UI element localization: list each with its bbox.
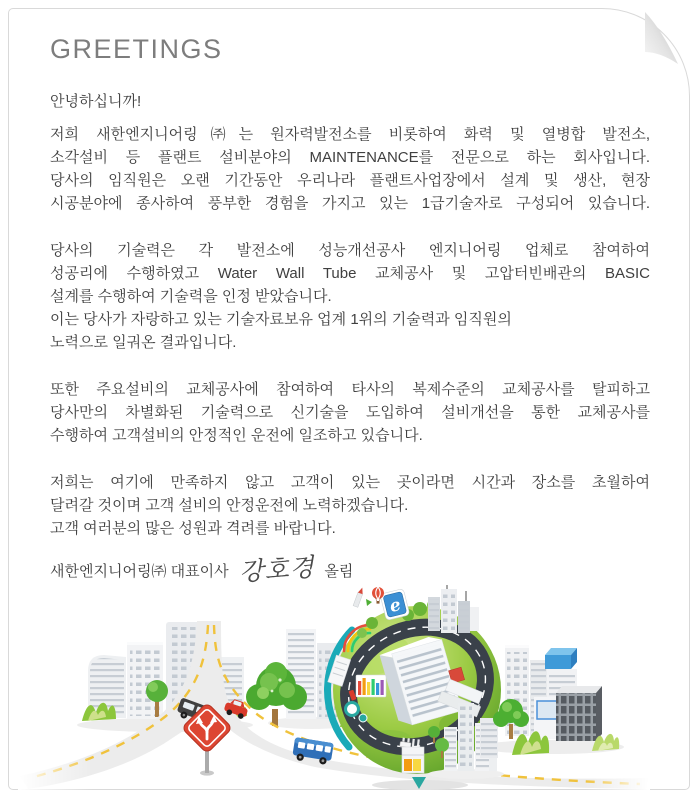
text-line: 저희 새한엔지니어링㈜는 원자력발전소를 비롯하여 화력 및 열병합 발전소,	[50, 126, 650, 143]
greeting-line: 안녕하십니까!	[50, 93, 142, 110]
right-city-buildings	[480, 645, 624, 758]
teal-badge-small	[359, 714, 367, 722]
text-line: 성공리에 수행하였고 Water Wall Tube 교체공사 및 고압터빈배관의 BASIC	[50, 265, 650, 282]
city-illustration	[0, 585, 700, 790]
text-line: 이는 당사가 자랑하고 있는 기술자료보유 업계 1위의 기술력과 임직원의	[50, 311, 512, 328]
text-line: 당사만의 차별화된 기술력으로 신기술을 도입하여 설비개선을 통한 교체공사를	[50, 404, 650, 421]
paragraph	[50, 378, 650, 447]
rocket	[353, 587, 365, 608]
signature	[50, 548, 354, 587]
text-line: 또한 주요설비의 교체공사에 참여하여 타사의 복제수준의 교체공사를 탈피하고	[50, 381, 650, 398]
text-line: 달려갈 것이며 고객 설비의 안정운전에 노력하겠습니다.	[50, 497, 409, 514]
letter-body	[50, 90, 650, 564]
text-line: 고객 여러분의 많은 성원과 격려를 바랍니다.	[50, 520, 336, 537]
text-line: 당사의 임직원은 오랜 기간동안 우리나라 플랜트사업장에서 설계 및 생산, 현장	[50, 172, 650, 189]
page-title: GREETINGS	[50, 34, 223, 64]
text-line: 수행하여 고객설비의 안정적인 운전에 일조하고 있습니다.	[50, 427, 423, 444]
text-line: 노력으로 일궈온 결과입니다.	[50, 334, 237, 351]
paragraph	[50, 239, 650, 354]
text-line: 설계를 수행하여 기술력을 인정 받았습니다.	[50, 288, 332, 305]
green-kite	[366, 599, 372, 606]
signature-name-handwriting: 강호경	[238, 552, 316, 587]
paragraph	[50, 471, 650, 540]
signature-closing: 올림	[324, 563, 354, 580]
globe-kiosk	[402, 747, 424, 773]
signature-company-role: 새한엔지니어링㈜ 대표이사	[50, 563, 229, 580]
text-line: 소각설비 등 플랜트 설비분야의 MAINTENANCE를 전문으로 하는 회사입니다.	[50, 149, 650, 166]
teal-badge	[346, 703, 359, 716]
text-line: 당사의 기술력은 각 발전소에 성능개선공사 엔지니어링 업체로 참여하여	[50, 242, 650, 259]
paragraphs-container	[50, 123, 650, 540]
e-letter: e	[387, 594, 403, 617]
text-line: 시공분야에 종사하여 풍부한 경험을 가지고 있는 1급기술자로 구성되어 있습니다.	[50, 195, 650, 212]
color-bar-panel	[356, 675, 386, 697]
paragraph	[50, 123, 650, 215]
dark-striped-block	[556, 686, 602, 741]
text-line: 저희는 여기에 만족하지 않고 고객이 있는 곳이라면 시간과 장소를 초월하여	[50, 474, 650, 491]
